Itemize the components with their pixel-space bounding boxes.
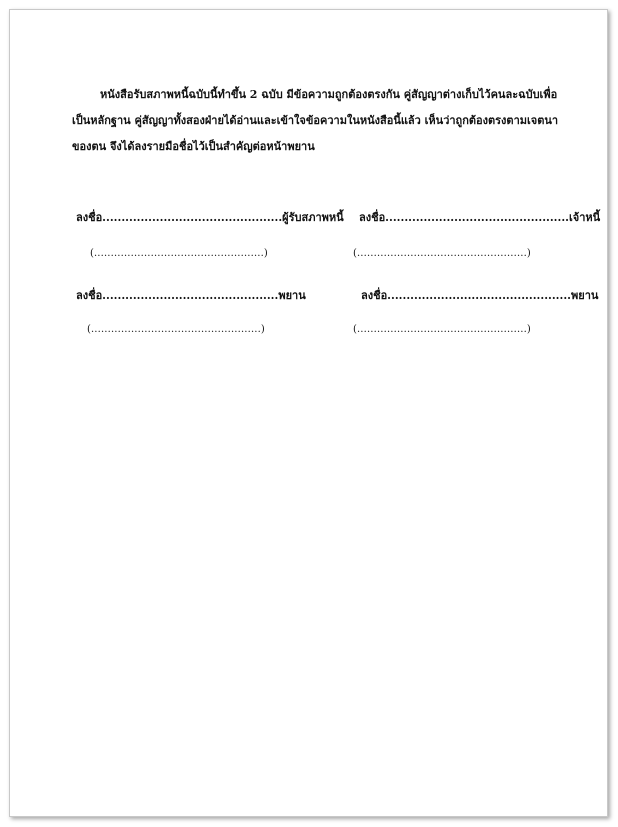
witness-right-name-blank: (……………………………………………) [353,324,531,335]
debtor-signature-line: ลงชื่อ...............................................ผู้รับสภาพหนี้ [76,211,344,224]
paragraph-line-2: เป็นหลักฐาน คู่สัญญาทั้งสองฝ่ายได้อ่านและเข้าใจข้อความในหนังสือนี้แล้ว เห็นว่าถูกต้องตรงตามเจตนา [72,114,559,127]
witness-right-signature-line: ลงชื่อ................................................พยาน [361,289,599,302]
witness-left-name-blank: (……………………………………………) [87,324,265,335]
creditor-name-blank: (……………………………………………) [353,248,531,259]
closing-paragraph [72,82,562,160]
paragraph-line-1-text: หนังสือรับสภาพหนี้ฉบับนี้ทำขึ้น 2 ฉบับ มีข้อความถูกต้องตรงกัน คู่สัญญาต่างเก็บไว้คนละฉบับเพื่อ [100,88,558,101]
paragraph-line-3: ของตน จึงได้ลงรายมือชื่อไว้เป็นสำคัญต่อหน้าพยาน [72,140,315,153]
witness-left-signature-line: ลงชื่อ..............................................พยาน [76,289,306,302]
creditor-signature-line: ลงชื่อ................................................เจ้าหนี้ [359,211,601,224]
paragraph-line-1 [72,82,562,108]
debtor-name-blank: (……………………………………………) [90,248,268,259]
document-page [9,9,608,817]
